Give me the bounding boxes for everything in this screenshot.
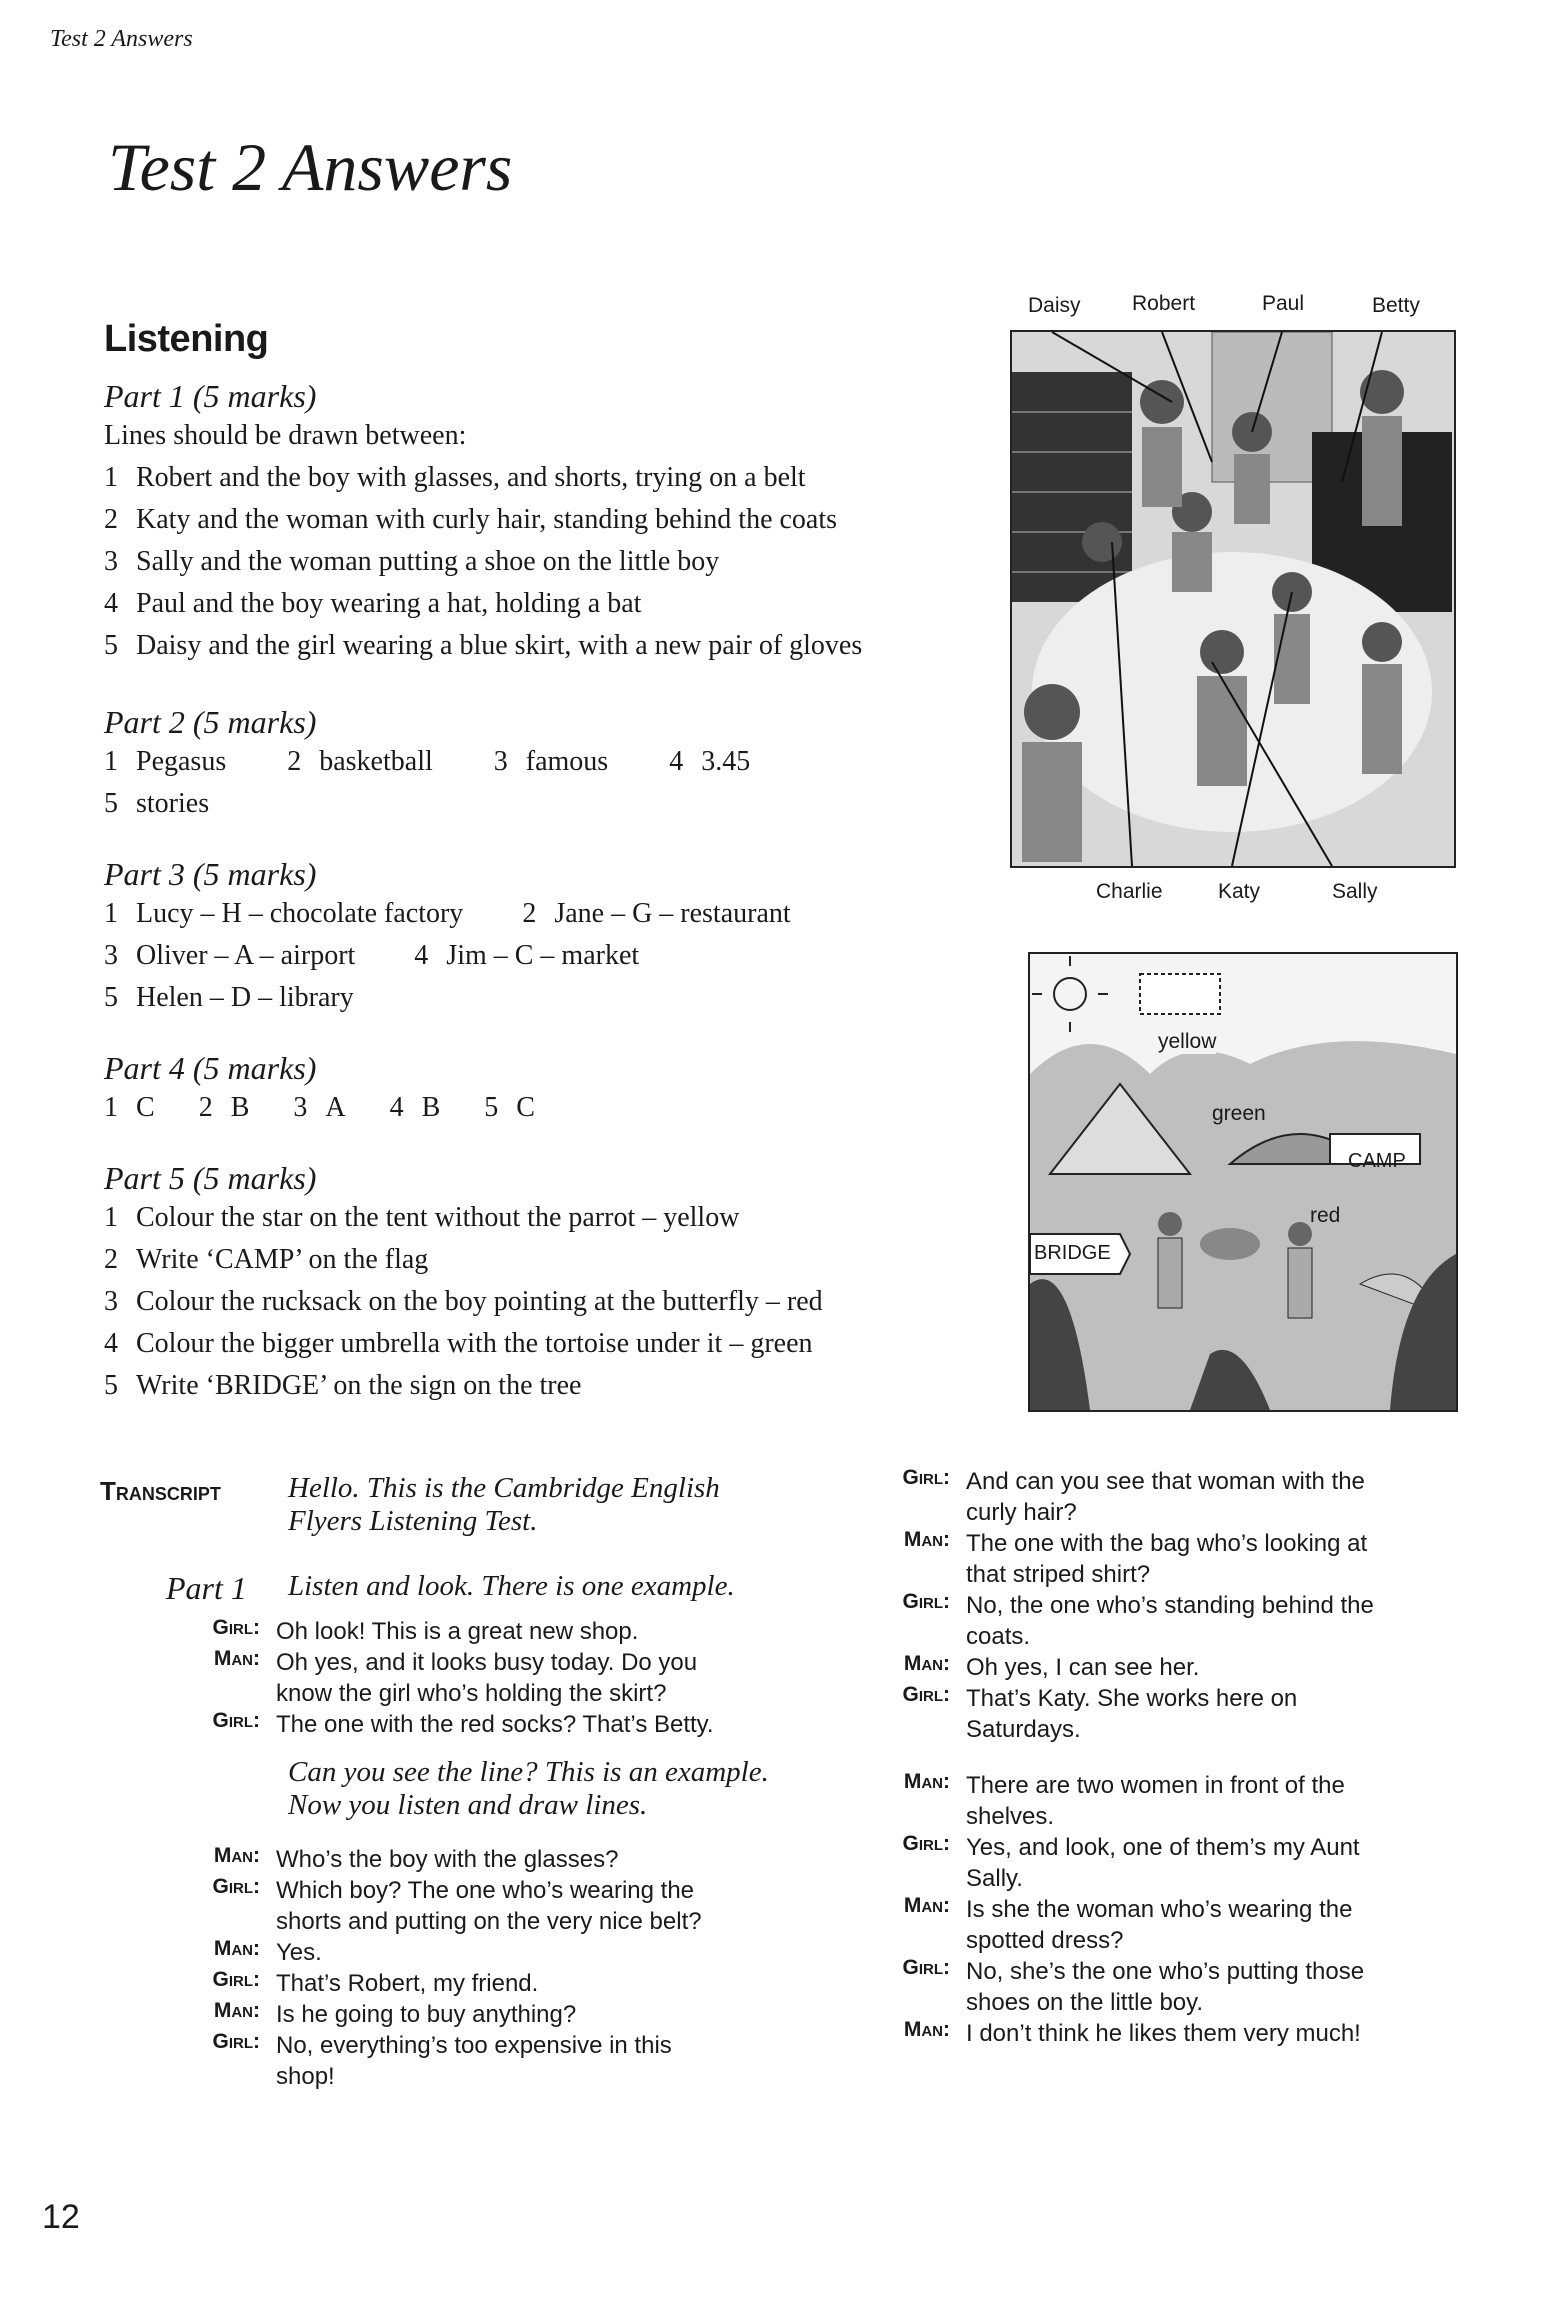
transcript-left-block-1: [180, 1616, 800, 1740]
part2-item: 4 3.45: [669, 746, 751, 777]
utterance-line: shorts and putting on the very nice belt?: [276, 1908, 702, 1935]
item-text: B: [421, 1092, 441, 1123]
transcript-turn: [880, 1466, 1500, 1528]
item-text: Write ‘CAMP’ on the flag: [136, 1244, 429, 1275]
part3-row-2: [104, 935, 984, 977]
transcript-turn: [180, 1709, 800, 1740]
speaker-label: Girl:: [212, 1709, 260, 1732]
part2-block: [104, 704, 984, 825]
part2-item: 3 famous: [493, 746, 609, 777]
speaker-label: Man:: [213, 1844, 260, 1867]
transcript-turn: [880, 1956, 1500, 2018]
transcript-turn: [180, 1844, 800, 1875]
picture-label-robert: Robert: [1132, 292, 1196, 315]
part3-item: 5 Helen – D – library: [104, 982, 354, 1013]
transcript-intro-line: Hello. This is the Cambridge English: [288, 1472, 720, 1504]
shop-illustration: [1010, 330, 1456, 868]
speaker-label: Girl:: [902, 1466, 950, 1489]
part4-item: [390, 1092, 441, 1123]
part1-intro: Lines should be drawn between:: [104, 420, 467, 451]
speaker-label: Girl:: [212, 1968, 260, 1991]
item-text: C: [136, 1092, 155, 1123]
speaker-label: Man:: [903, 1652, 950, 1675]
speaker-label: Man:: [213, 1999, 260, 2022]
utterance-line: that striped shirt?: [966, 1561, 1151, 1588]
speaker-label: Man:: [903, 1528, 950, 1551]
item-text: A: [325, 1092, 346, 1123]
part2-row-1: [104, 741, 984, 783]
speaker-label: Girl:: [902, 1590, 950, 1613]
item-text: B: [230, 1092, 250, 1123]
utterance-line: Which boy? The one who’s wearing the: [276, 1877, 695, 1904]
transcript-intro: [288, 1472, 720, 1538]
picture-label-camp: CAMP: [1348, 1150, 1406, 1172]
speaker-label: Man:: [213, 1647, 260, 1670]
transcript-intro-line: Flyers Listening Test.: [288, 1505, 538, 1537]
utterance-line: Yes, and look, one of them’s my Aunt: [966, 1834, 1360, 1861]
picture-label-betty: Betty: [1372, 294, 1420, 317]
part4-item: [104, 1092, 155, 1123]
part4-item: [199, 1092, 250, 1123]
transcript-turn: [180, 1647, 800, 1709]
part3-item: 3 Oliver – A – airport: [104, 940, 356, 971]
part1-block: [104, 378, 984, 667]
utterance-line: That’s Katy. She works here on: [966, 1685, 1298, 1712]
part5-item: [104, 1197, 984, 1239]
part5-item: [104, 1365, 984, 1407]
section-heading-listening: Listening: [104, 318, 269, 360]
picture-label-charlie: Charlie: [1096, 880, 1163, 903]
speaker-label: Man:: [903, 1770, 950, 1793]
picture-label-daisy: Daisy: [1028, 294, 1081, 317]
part1-title: Part 1 (5 marks): [104, 378, 317, 414]
picture-label-paul: Paul: [1262, 292, 1305, 315]
utterance: [966, 1590, 1374, 1652]
utterance-line: I don’t think he likes them very much!: [966, 2020, 1361, 2047]
speaker-label: Man:: [903, 2018, 950, 2041]
part4-row: [104, 1087, 984, 1129]
part3-item: 4 Jim – C – market: [414, 940, 640, 971]
camp-illustration: [1028, 952, 1458, 1412]
item-number: 2: [104, 504, 118, 535]
transcript-right-block-2: [880, 1770, 1500, 2049]
speaker-label: Girl:: [212, 2030, 260, 2053]
picture-label-green: green: [1212, 1102, 1266, 1125]
part2-item: 1 Pegasus: [104, 746, 227, 777]
transcript-instruction: [288, 1756, 769, 1822]
item-text: Paul and the boy wearing a hat, holding a bat: [136, 588, 642, 619]
utterance-line: And can you see that woman with the: [966, 1468, 1365, 1495]
item-text: Robert and the boy with glasses, and shorts, trying on a belt: [136, 462, 806, 493]
utterance-line: Saturdays.: [966, 1716, 1081, 1743]
part1-list: [104, 457, 984, 667]
utterance: [276, 1647, 697, 1709]
item-text: C: [516, 1092, 535, 1123]
speaker-label: Girl:: [212, 1875, 260, 1898]
shop-scene-drawing: [1012, 332, 1454, 866]
utterance: [966, 1466, 1365, 1528]
transcript-turn: [180, 2030, 800, 2092]
part5-title: Part 5 (5 marks): [104, 1160, 317, 1196]
transcript-label: Transcript: [100, 1476, 221, 1506]
utterance: [966, 1956, 1364, 2018]
item-number: 4: [104, 588, 118, 619]
transcript-turn: [180, 1999, 800, 2030]
part3-item: 2 Jane – G – restaurant: [522, 898, 791, 929]
part2-item: 2 basketball: [287, 746, 433, 777]
instruction-line: Now you listen and draw lines.: [288, 1789, 648, 1821]
item-text: Write ‘BRIDGE’ on the sign on the tree: [136, 1370, 582, 1401]
utterance: [276, 1999, 576, 2030]
speaker-label: Girl:: [902, 1683, 950, 1706]
instruction-line: Can you see the line? This is an example.: [288, 1756, 769, 1788]
part1-item: [104, 625, 984, 667]
utterance-line: Oh look! This is a great new shop.: [276, 1618, 639, 1645]
transcript-turn: [180, 1968, 800, 1999]
item-number: 5: [484, 1092, 499, 1123]
utterance-line: No, the one who’s standing behind the: [966, 1592, 1374, 1619]
utterance: [966, 1528, 1367, 1590]
transcript-turn: [880, 2018, 1500, 2049]
page-number: 12: [42, 2198, 80, 2236]
utterance-line: Sally.: [966, 1865, 1023, 1892]
page-title: Test 2 Answers: [108, 129, 513, 205]
item-number: 4: [389, 1092, 404, 1123]
speaker-label: Girl:: [902, 1956, 950, 1979]
camp-scene-drawing: [1030, 954, 1456, 1410]
part3-title: Part 3 (5 marks): [104, 856, 317, 892]
transcript-turn: [880, 1832, 1500, 1894]
part2-item: 5 stories: [104, 788, 210, 819]
item-text: Colour the rucksack on the boy pointing at the butterfly – red: [136, 1286, 823, 1317]
part5-item: [104, 1281, 984, 1323]
shop-picture: [1010, 290, 1456, 910]
utterance: [276, 1968, 538, 1999]
utterance-line: Yes.: [276, 1939, 322, 1966]
utterance: [276, 1844, 618, 1875]
item-text: Katy and the woman with curly hair, standing behind the coats: [136, 504, 838, 535]
part4-item: [484, 1092, 535, 1123]
utterance-line: The one with the red socks? That’s Betty.: [276, 1711, 714, 1738]
running-header: Test 2 Answers: [50, 26, 193, 52]
transcript-part-label: Part 1: [166, 1570, 247, 1606]
transcript-turn: [880, 1652, 1500, 1683]
transcript-turn: [880, 1894, 1500, 1956]
transcript-turn: [180, 1937, 800, 1968]
transcript-turn: [880, 1683, 1500, 1745]
utterance: [966, 2018, 1361, 2049]
part1-item: [104, 583, 984, 625]
utterance-line: Is he going to buy anything?: [276, 2001, 577, 2028]
part4-item: [293, 1092, 345, 1123]
transcript-turn: [880, 1590, 1500, 1652]
speaker-label: Girl:: [902, 1832, 950, 1855]
picture-label-sally: Sally: [1332, 880, 1378, 903]
utterance-line: No, everything’s too expensive in this: [276, 2032, 672, 2059]
part3-item: 1 Lucy – H – chocolate factory: [104, 898, 464, 929]
transcript-part-intro: Listen and look. There is one example.: [288, 1570, 735, 1602]
utterance: [276, 2030, 672, 2092]
part4-title: Part 4 (5 marks): [104, 1050, 317, 1086]
utterance-line: shelves.: [966, 1803, 1055, 1830]
item-text: Daisy and the girl wearing a blue skirt, with a new pair of gloves: [136, 630, 863, 661]
transcript-turn: [180, 1616, 800, 1647]
picture-label-katy: Katy: [1218, 880, 1261, 903]
item-number: 5: [104, 630, 118, 661]
part4-block: [104, 1050, 984, 1129]
utterance-line: shoes on the little boy.: [966, 1989, 1204, 2016]
utterance-line: coats.: [966, 1623, 1031, 1650]
utterance: [966, 1652, 1199, 1683]
item-number: 3: [293, 1092, 308, 1123]
part3-row-1: [104, 893, 984, 935]
transcript-left-block-2: [180, 1844, 800, 2092]
utterance: [276, 1937, 322, 1968]
picture-label-yellow: yellow: [1158, 1030, 1217, 1053]
speaker-label: Man:: [903, 1894, 950, 1917]
picture-label-bridge: BRIDGE: [1034, 1242, 1111, 1264]
item-number: 2: [104, 1244, 118, 1275]
speaker-label: Girl:: [212, 1616, 260, 1639]
utterance-line: There are two women in front of the: [966, 1772, 1345, 1799]
part1-item: [104, 499, 984, 541]
item-number: 2: [198, 1092, 213, 1123]
utterance-line: curly hair?: [966, 1499, 1077, 1526]
utterance-line: Oh yes, and it looks busy today. Do you: [276, 1649, 698, 1676]
item-text: Colour the bigger umbrella with the tortoise under it – green: [136, 1328, 813, 1359]
transcript-turn: [880, 1770, 1500, 1832]
item-number: 1: [104, 1092, 118, 1123]
part5-item: [104, 1323, 984, 1365]
item-number: 3: [104, 546, 118, 577]
utterance-line: Is she the woman who’s wearing the: [966, 1896, 1353, 1923]
utterance-line: shop!: [276, 2063, 335, 2090]
part2-title: Part 2 (5 marks): [104, 704, 317, 740]
part5-item: [104, 1239, 984, 1281]
item-number: 3: [104, 1286, 118, 1317]
utterance: [966, 1832, 1360, 1894]
utterance: [276, 1875, 702, 1937]
utterance-line: That’s Robert, my friend.: [276, 1970, 539, 1997]
item-number: 5: [104, 1370, 118, 1401]
item-number: 1: [104, 462, 118, 493]
transcript-turn: [180, 1875, 800, 1937]
item-text: Colour the star on the tent without the parrot – yellow: [136, 1202, 740, 1233]
item-number: 1: [104, 1202, 118, 1233]
utterance-line: No, she’s the one who’s putting those: [966, 1958, 1365, 1985]
item-text: Sally and the woman putting a shoe on the little boy: [136, 546, 720, 577]
utterance: [276, 1616, 638, 1647]
part1-item: [104, 541, 984, 583]
utterance: [276, 1709, 714, 1740]
part3-block: [104, 856, 984, 1019]
part1-item: [104, 457, 984, 499]
part5-list: [104, 1197, 984, 1407]
picture-label-red: red: [1310, 1204, 1341, 1227]
item-number: 4: [104, 1328, 118, 1359]
utterance-line: The one with the bag who’s looking at: [966, 1530, 1368, 1557]
speaker-label: Man:: [213, 1937, 260, 1960]
utterance-line: spotted dress?: [966, 1927, 1124, 1954]
transcript-right-block-1: [880, 1466, 1500, 1745]
utterance-line: know the girl who’s holding the skirt?: [276, 1680, 667, 1707]
utterance: [966, 1894, 1352, 1956]
transcript-turn: [880, 1528, 1500, 1590]
utterance: [966, 1770, 1345, 1832]
part5-block: [104, 1160, 984, 1407]
utterance-line: Who’s the boy with the glasses?: [276, 1846, 619, 1873]
utterance-line: Oh yes, I can see her.: [966, 1654, 1200, 1681]
utterance: [966, 1683, 1297, 1745]
